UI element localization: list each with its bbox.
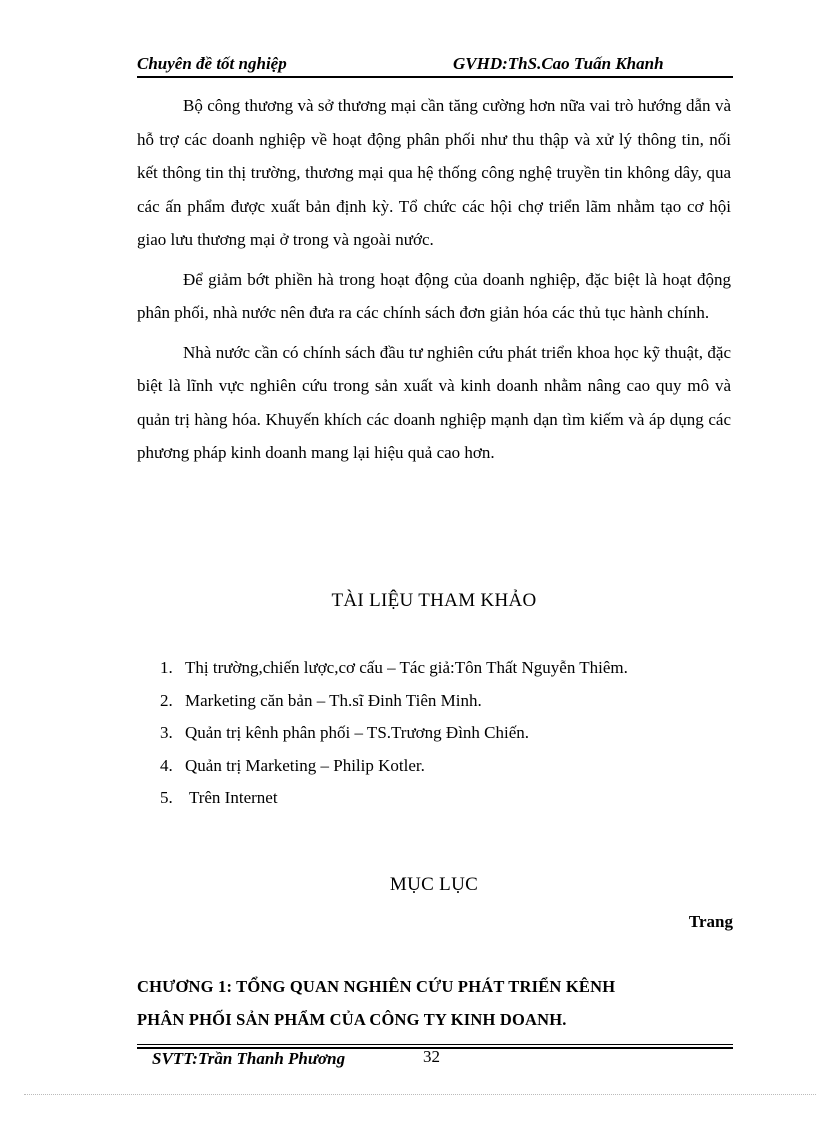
reference-item <box>160 685 628 718</box>
reference-number: 1. <box>160 658 173 677</box>
header-divider <box>137 76 733 78</box>
footer-author: SVTT:Trần Thanh Phương <box>152 1049 346 1068</box>
header-document-type: Chuyên đề tốt nghiệp <box>137 54 287 73</box>
paragraph: Nhà nước cần có chính sách đầu tư nghiên cứu phát triển khoa học kỹ thuật, đặc biệt là lĩnh vực nghiên cứu trong sản xuất và kinh doanh nhằm nâng cao quy mô và quản trị hàng hóa. Khuyến khích các doanh nghiệp mạnh dạn tìm kiếm và áp dụng các phương pháp kinh doanh mang lại hiệu quả cao hơn. <box>137 342 731 462</box>
references-title: TÀI LIỆU THAM KHẢO <box>331 590 537 611</box>
page-number: 32 <box>423 1047 440 1066</box>
page-header <box>137 52 733 78</box>
toc-chapter-line: CHƯƠNG 1: TỔNG QUAN NGHIÊN CỨU PHÁT TRIỂN KÊNH <box>137 977 616 996</box>
paragraph: Để giảm bớt phiền hà trong hoạt động của doanh nghiệp, đặc biệt là hoạt động phân phối, nhà nước nên đưa ra các chính sách đơn giản hóa các thủ tục hành chính. <box>137 269 731 322</box>
reference-number: 4. <box>160 755 173 775</box>
reference-text: Marketing căn bản – Th.sĩ Đinh Tiên Minh. <box>185 690 482 710</box>
reference-text: Trên Internet <box>185 788 278 807</box>
footer-divider <box>137 1044 733 1045</box>
header-advisor: GVHD:ThS.Cao Tuấn Khanh <box>453 54 664 73</box>
reference-text: Quản trị Marketing – Philip Kotler. <box>185 755 425 775</box>
toc-chapter-line: PHÂN PHỐI SẢN PHẨM CỦA CÔNG TY KINH DOANH. <box>137 1010 567 1029</box>
page-bottom-dotted-line <box>24 1094 816 1095</box>
reference-text: Thị trường,chiến lược,cơ cấu – Tác giả:Tôn Thất Nguyễn Thiêm. <box>185 658 628 677</box>
toc-title: MỤC LỤC <box>389 874 479 895</box>
paragraph: Bộ công thương và sở thương mại cần tăng cường hơn nữa vai trò hướng dẫn và hỗ trợ các doanh nghiệp về hoạt động phân phối như thu thập và xử lý thông tin, nối kết thông tin thị trường, thương mại qua hệ thống công nghệ truyền tin không dây, qua các ấn phẩm được xuất bản định kỳ. Tổ chức các hội chợ triển lãm nhằm tạo cơ hội giao lưu thương mại ở trong và ngoài nước. <box>137 96 731 249</box>
references-list <box>160 652 628 815</box>
toc-chapter-entry <box>137 970 733 1036</box>
reference-number: 5. <box>160 788 173 807</box>
reference-text: Quản trị kênh phân phối – TS.Trương Đình Chiến. <box>185 723 530 742</box>
toc-page-label: Trang <box>688 912 733 931</box>
reference-item <box>160 750 628 783</box>
reference-item <box>160 652 628 685</box>
reference-item <box>160 782 628 815</box>
reference-item <box>160 717 628 750</box>
reference-number: 3. <box>160 723 173 742</box>
reference-number: 2. <box>160 690 173 710</box>
body-text <box>137 89 731 476</box>
